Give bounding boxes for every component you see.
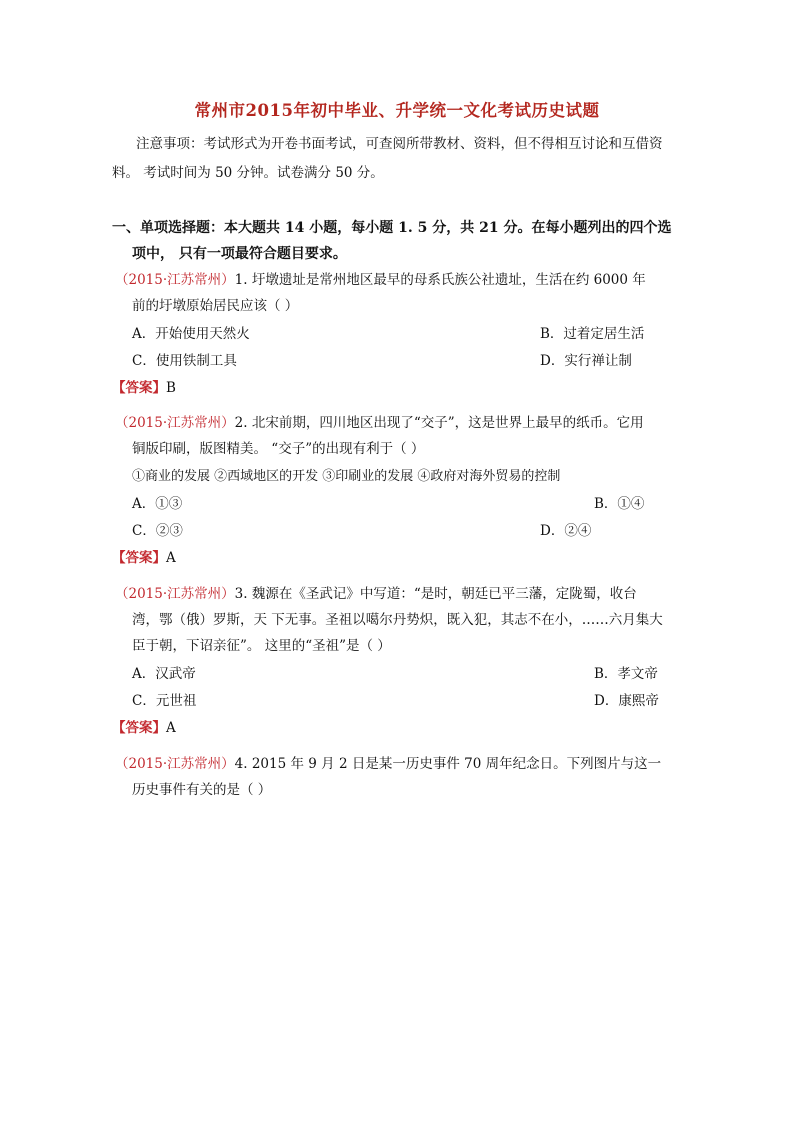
- question-2-line-3: ①商业的发展 ②西域地区的开发 ③印刷业的发展 ④政府对海外贸易的控制: [132, 469, 561, 484]
- answer-value: B: [166, 380, 176, 396]
- section-heading-line-2: 项中， 只有一项最符合题目要求。: [132, 246, 347, 262]
- question-3-source: （2015·江苏常州）: [115, 586, 235, 602]
- question-2-option-c: C．②③: [132, 523, 183, 539]
- answer-label: 【答案】: [112, 550, 166, 566]
- question-1-stem: 1. 圩墩遗址是常州地区最早的母系氏族公社遗址，生活在约 6000 年: [234, 272, 646, 288]
- question-1-option-b: B．过着定居生活: [540, 326, 645, 342]
- question-3-option-b: B．孝文帝: [594, 666, 658, 682]
- question-2-option-b: B．①④: [594, 496, 645, 512]
- question-3-answer: [112, 718, 176, 738]
- question-3-line-1: [115, 584, 637, 604]
- answer-label: 【答案】: [112, 380, 166, 396]
- question-4-line-1: [115, 754, 661, 774]
- question-2-source: （2015·江苏常州）: [115, 415, 235, 431]
- answer-value: A: [166, 550, 176, 566]
- page-title: 常州市2015年初中毕业、升学统一文化考试历史试题: [194, 101, 600, 120]
- question-1-option-d: D．实行禅让制: [540, 353, 632, 369]
- question-2-option-d: D．②④: [540, 523, 592, 539]
- question-3-line-3: 臣于朝，下诏亲征”。 这里的“圣祖”是（ ）: [132, 638, 391, 654]
- question-4-source: （2015·江苏常州）: [115, 756, 235, 772]
- question-2-line-2: 铜版印刷，版图精美。 “交子”的出现有利于（ ）: [132, 441, 425, 457]
- question-3-line-2: 湾，鄂（俄）罗斯，天 下无事。圣祖以噶尔丹势炽，既入犯，其志不在小，……六月集大: [132, 612, 663, 628]
- notice-line-1: 注意事项：考试形式为开卷书面考试，可查阅所带教材、资料，但不得相互讨论和互借资: [136, 136, 663, 152]
- question-4-line-2: 历史事件有关的是（ ）: [132, 782, 272, 798]
- question-3-option-c: C．元世祖: [132, 693, 197, 709]
- question-2-line-1: [115, 413, 644, 433]
- question-1-answer: [112, 378, 176, 398]
- question-1-option-c: C．使用铁制工具: [132, 353, 237, 369]
- question-3-option-d: D．康熙帝: [594, 693, 659, 709]
- question-2-stem: 2. 北宋前期，四川地区出现了“交子”，这是世界上最早的纸币。它用: [234, 415, 644, 431]
- answer-label: 【答案】: [112, 720, 166, 736]
- answer-value: A: [166, 720, 176, 736]
- question-3-option-a: A．汉武帝: [132, 666, 196, 682]
- question-2-option-a: A．①③: [132, 496, 183, 512]
- notice-line-2: 料。 考试时间为 50 分钟。试卷满分 50 分。: [112, 165, 384, 181]
- section-heading-line-1: 一、单项选择题：本大题共 14 小题，每小题 1. 5 分，共 21 分。在每小题列出的四个选: [112, 220, 672, 236]
- question-1-option-a: A．开始使用天然火: [132, 326, 250, 342]
- question-4-stem: 4. 2015 年 9 月 2 日是某一历史事件 70 周年纪念日。下列图片与这一: [234, 756, 662, 772]
- question-2-answer: [112, 548, 176, 568]
- question-1-line-2: 前的圩墩原始居民应该（ ）: [132, 298, 299, 314]
- question-3-stem: 3. 魏源在《圣武记》中写道：“是时，朝廷已平三藩，定陇蜀，收台: [234, 586, 637, 602]
- question-1-line-1: [115, 270, 646, 290]
- question-1-source: （2015·江苏常州）: [115, 272, 235, 288]
